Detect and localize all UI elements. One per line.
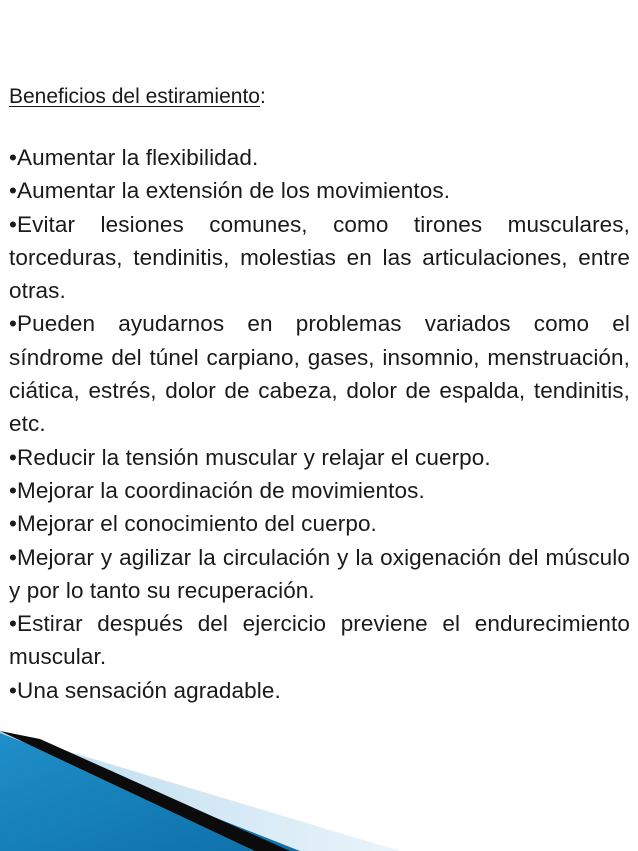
benefit-text: Aumentar la flexibilidad. bbox=[16, 145, 259, 170]
bullet: • bbox=[9, 211, 17, 237]
bullet: • bbox=[9, 611, 17, 637]
benefit-text: Pueden ayudarnos en problemas variados como el síndrome del túnel carpiano, gases, insomnio, menstruación, ciática, estrés, dolor de cabeza, dolor de espalda, tendinitis, etc. bbox=[9, 311, 630, 437]
benefit-item bbox=[9, 607, 630, 674]
bullet: • bbox=[9, 178, 17, 204]
slide-content bbox=[9, 80, 630, 707]
corner-decoration bbox=[0, 711, 400, 851]
bullet: • bbox=[9, 544, 17, 570]
benefit-text: Mejorar y agilizar la circulación y la oxigenación del músculo y por lo tanto su recuperación. bbox=[9, 544, 630, 603]
benefit-text: Mejorar el conocimiento del cuerpo. bbox=[16, 511, 377, 537]
benefit-item bbox=[9, 141, 630, 174]
benefit-text: Estirar después del ejercicio previene el endurecimiento muscular. bbox=[9, 611, 630, 670]
benefit-text: Reducir la tensión muscular y relajar el cuerpo. bbox=[16, 444, 491, 470]
benefit-item bbox=[9, 674, 630, 707]
benefit-item bbox=[9, 507, 630, 540]
bullet: • bbox=[9, 511, 17, 537]
benefit-text: Mejorar la coordinación de movimientos. bbox=[16, 477, 425, 503]
benefit-item bbox=[9, 307, 630, 440]
benefit-item bbox=[9, 474, 630, 507]
benefit-item bbox=[9, 541, 630, 608]
slide-heading bbox=[9, 80, 630, 113]
benefit-text: Evitar lesiones comunes, como tirones musculares, torceduras, tendinitis, molestias en las articulaciones, entre otras. bbox=[9, 211, 630, 304]
benefit-text: Aumentar la extensión de los movimientos. bbox=[16, 178, 451, 204]
benefit-item bbox=[9, 174, 630, 207]
bullet: • bbox=[9, 444, 17, 470]
benefit-text: Una sensación agradable. bbox=[16, 677, 281, 703]
benefit-item bbox=[9, 208, 630, 308]
heading-text: Beneficios del estiramiento bbox=[9, 85, 260, 108]
heading-colon: : bbox=[259, 85, 266, 108]
bullet: • bbox=[9, 145, 17, 170]
bullet: • bbox=[9, 677, 17, 703]
benefits-list bbox=[9, 141, 630, 707]
bullet: • bbox=[9, 311, 17, 337]
benefit-item bbox=[9, 441, 630, 474]
bullet: • bbox=[9, 477, 17, 503]
